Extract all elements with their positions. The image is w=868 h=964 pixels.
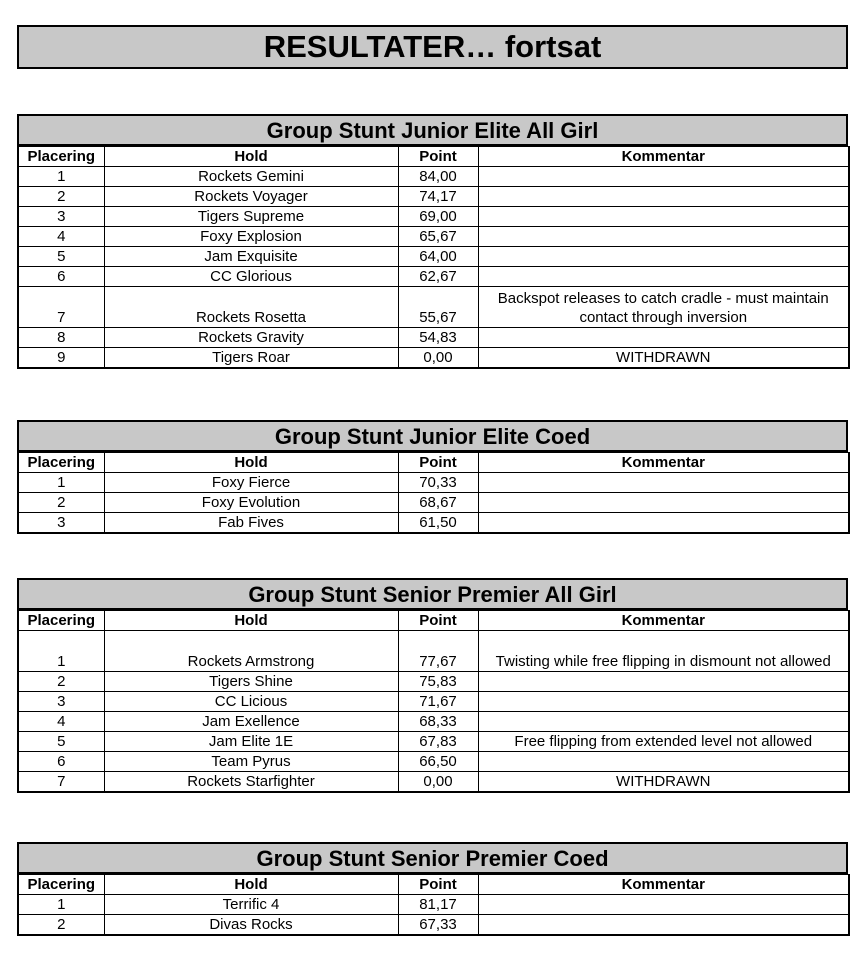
cell-hold: CC Licious [104, 692, 398, 712]
cell-kommentar [478, 207, 849, 227]
table-row [18, 247, 849, 267]
cell-placering: 2 [18, 672, 104, 692]
header-point: Point [398, 611, 478, 631]
table-header-row [18, 875, 849, 895]
table-header-row [18, 147, 849, 167]
cell-placering: 1 [18, 631, 104, 672]
results-section [17, 114, 848, 369]
cell-point: 55,67 [398, 287, 478, 328]
cell-placering: 1 [18, 895, 104, 915]
results-section [17, 842, 848, 936]
cell-placering: 7 [18, 772, 104, 793]
cell-placering: 6 [18, 752, 104, 772]
cell-hold: Divas Rocks [104, 915, 398, 936]
table-row [18, 493, 849, 513]
cell-hold: Rockets Gemini [104, 167, 398, 187]
cell-kommentar [478, 513, 849, 534]
cell-kommentar [478, 493, 849, 513]
header-point: Point [398, 453, 478, 473]
header-kommentar: Kommentar [478, 875, 849, 895]
section-title: Group Stunt Junior Elite Coed [17, 420, 848, 452]
page-title: RESULTATER… fortsat [17, 25, 848, 69]
cell-kommentar: Free flipping from extended level not allowed [478, 732, 849, 752]
table-row [18, 895, 849, 915]
cell-point: 77,67 [398, 631, 478, 672]
cell-kommentar [478, 328, 849, 348]
cell-point: 67,33 [398, 915, 478, 936]
table-header-row [18, 453, 849, 473]
cell-hold: Rockets Starfighter [104, 772, 398, 793]
section-title: Group Stunt Senior Premier Coed [17, 842, 848, 874]
cell-point: 81,17 [398, 895, 478, 915]
table-header-row [18, 611, 849, 631]
cell-point: 68,33 [398, 712, 478, 732]
cell-kommentar [478, 915, 849, 936]
header-kommentar: Kommentar [478, 453, 849, 473]
cell-point: 75,83 [398, 672, 478, 692]
results-section [17, 578, 848, 793]
cell-kommentar [478, 752, 849, 772]
header-hold: Hold [104, 875, 398, 895]
cell-placering: 4 [18, 227, 104, 247]
cell-hold: Jam Exellence [104, 712, 398, 732]
cell-hold: Tigers Supreme [104, 207, 398, 227]
table-row [18, 328, 849, 348]
cell-hold: Foxy Fierce [104, 473, 398, 493]
cell-point: 69,00 [398, 207, 478, 227]
cell-hold: Fab Fives [104, 513, 398, 534]
cell-hold: Rockets Voyager [104, 187, 398, 207]
results-table [17, 452, 850, 534]
section-title: Group Stunt Senior Premier All Girl [17, 578, 848, 610]
cell-placering: 1 [18, 473, 104, 493]
cell-placering: 5 [18, 247, 104, 267]
header-hold: Hold [104, 147, 398, 167]
cell-point: 62,67 [398, 267, 478, 287]
cell-kommentar [478, 473, 849, 493]
table-row [18, 692, 849, 712]
table-row [18, 712, 849, 732]
cell-placering: 1 [18, 167, 104, 187]
cell-point: 0,00 [398, 772, 478, 793]
header-kommentar: Kommentar [478, 611, 849, 631]
cell-kommentar [478, 895, 849, 915]
table-row [18, 207, 849, 227]
cell-hold: Tigers Roar [104, 348, 398, 369]
cell-placering: 2 [18, 915, 104, 936]
cell-point: 67,83 [398, 732, 478, 752]
header-hold: Hold [104, 453, 398, 473]
header-placering: Placering [18, 147, 104, 167]
table-row [18, 348, 849, 369]
cell-point: 66,50 [398, 752, 478, 772]
results-table [17, 610, 850, 793]
cell-placering: 3 [18, 692, 104, 712]
cell-placering: 6 [18, 267, 104, 287]
cell-kommentar: Backspot releases to catch cradle - must maintain contact through inversion [478, 287, 849, 328]
cell-kommentar: Twisting while free flipping in dismount not allowed [478, 631, 849, 672]
results-section [17, 420, 848, 534]
header-hold: Hold [104, 611, 398, 631]
cell-placering: 3 [18, 513, 104, 534]
table-row [18, 631, 849, 672]
cell-kommentar [478, 187, 849, 207]
cell-kommentar [478, 167, 849, 187]
cell-kommentar [478, 692, 849, 712]
results-table [17, 874, 850, 936]
table-row [18, 187, 849, 207]
table-row [18, 513, 849, 534]
cell-point: 68,67 [398, 493, 478, 513]
table-row [18, 287, 849, 328]
cell-hold: Rockets Gravity [104, 328, 398, 348]
table-row [18, 752, 849, 772]
cell-point: 74,17 [398, 187, 478, 207]
header-point: Point [398, 875, 478, 895]
cell-kommentar [478, 247, 849, 267]
cell-point: 0,00 [398, 348, 478, 369]
section-title: Group Stunt Junior Elite All Girl [17, 114, 848, 146]
cell-placering: 5 [18, 732, 104, 752]
table-row [18, 227, 849, 247]
cell-kommentar: WITHDRAWN [478, 348, 849, 369]
cell-point: 61,50 [398, 513, 478, 534]
cell-point: 84,00 [398, 167, 478, 187]
cell-point: 70,33 [398, 473, 478, 493]
table-row [18, 732, 849, 752]
cell-placering: 9 [18, 348, 104, 369]
cell-hold: Foxy Evolution [104, 493, 398, 513]
cell-hold: Tigers Shine [104, 672, 398, 692]
cell-hold: Team Pyrus [104, 752, 398, 772]
cell-point: 64,00 [398, 247, 478, 267]
cell-kommentar [478, 712, 849, 732]
cell-point: 54,83 [398, 328, 478, 348]
cell-point: 65,67 [398, 227, 478, 247]
results-table [17, 146, 850, 369]
cell-hold: Jam Exquisite [104, 247, 398, 267]
cell-hold: Terrific 4 [104, 895, 398, 915]
table-row [18, 672, 849, 692]
cell-placering: 7 [18, 287, 104, 328]
cell-placering: 2 [18, 493, 104, 513]
cell-kommentar [478, 267, 849, 287]
cell-kommentar [478, 672, 849, 692]
cell-kommentar [478, 227, 849, 247]
table-row [18, 915, 849, 936]
cell-hold: Rockets Armstrong [104, 631, 398, 672]
cell-hold: Rockets Rosetta [104, 287, 398, 328]
table-row [18, 267, 849, 287]
cell-hold: CC Glorious [104, 267, 398, 287]
cell-hold: Foxy Explosion [104, 227, 398, 247]
header-point: Point [398, 147, 478, 167]
table-row [18, 473, 849, 493]
cell-placering: 3 [18, 207, 104, 227]
table-row [18, 772, 849, 793]
cell-point: 71,67 [398, 692, 478, 712]
cell-placering: 2 [18, 187, 104, 207]
table-row [18, 167, 849, 187]
cell-placering: 4 [18, 712, 104, 732]
cell-kommentar: WITHDRAWN [478, 772, 849, 793]
cell-placering: 8 [18, 328, 104, 348]
cell-hold: Jam Elite 1E [104, 732, 398, 752]
header-placering: Placering [18, 875, 104, 895]
header-placering: Placering [18, 453, 104, 473]
header-kommentar: Kommentar [478, 147, 849, 167]
header-placering: Placering [18, 611, 104, 631]
